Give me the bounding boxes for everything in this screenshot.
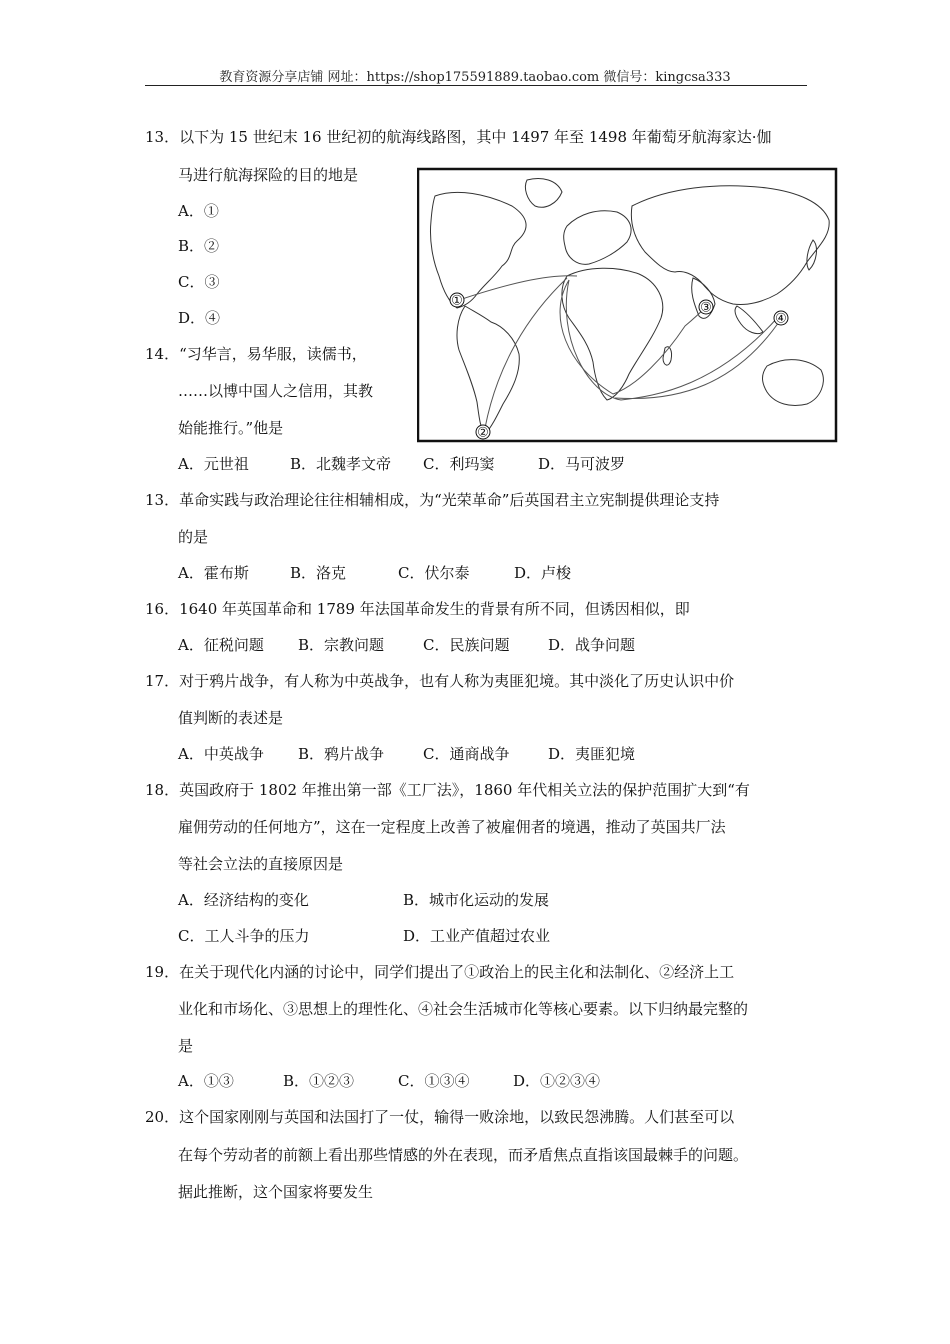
option-c[interactable]: C．利玛窦 [423,455,495,473]
option-c[interactable]: C．通商战争 [423,745,510,763]
question-number: 16． [145,600,180,618]
option-d[interactable]: D．工业产值超过农业 [403,927,551,945]
question-text-line: 马进行航海探险的目的地是 [178,166,359,184]
marker-2-label: ② [477,425,489,441]
question-number: 13． [145,128,180,146]
option-a[interactable]: A．①③ [178,1072,234,1090]
option-c[interactable]: C．伏尔泰 [398,564,470,582]
option-b[interactable]: B．鸦片战争 [298,745,385,763]
question-14 [145,345,810,363]
question-text-line: 在每个劳动者的前额上看出那些情感的外在表现，而矛盾焦点直指该国最棘手的问题。 [178,1146,749,1164]
question-text-line: 是 [178,1037,194,1055]
question-text-line: 革命实践与政治理论往往相辅相成，为“光荣革命”后英国君主立宪制提供理论支持 [179,491,720,509]
option-b[interactable]: B．洛克 [290,564,347,582]
question-20 [145,1108,810,1126]
question-text-line: “习华言，易华服，读儒书， [179,345,367,363]
question-number: 18． [145,781,180,799]
option-a[interactable]: A．① [178,202,219,220]
question-text-line: 1640 年英国革命和 1789 年法国革命发生的背景有所不同，但诱因相似，即 [179,600,690,618]
option-a[interactable]: A．元世祖 [178,455,249,473]
option-d[interactable]: D．④ [178,309,221,327]
question-text-line: 业化和市场化、③思想上的理性化、④社会生活城市化等核心要素。以下归纳最完整的 [178,1000,749,1018]
option-a[interactable]: A．征税问题 [178,636,264,654]
option-d[interactable]: D．马可波罗 [538,455,626,473]
question-text-line: 这个国家刚刚与英国和法国打了一仗，输得一败涂地，以致民怨沸腾。人们甚至可以 [179,1108,735,1126]
option-b[interactable]: B．宗教问题 [298,636,385,654]
question-text-line: 在关于现代化内涵的讨论中，同学们提出了①政治上的民主化和法制化、②经济上工 [179,963,735,981]
option-c[interactable]: C．工人斗争的压力 [178,927,310,945]
question-text-line: 等社会立法的直接原因是 [178,855,344,873]
marker-1-label: ① [451,293,463,309]
option-c[interactable]: C．民族问题 [423,636,510,654]
option-c[interactable]: C．①③④ [398,1072,470,1090]
option-d[interactable]: D．卢梭 [514,564,572,582]
question-text-line: 以下为 15 世纪末 16 世纪初的航海线路图，其中 1497 年至 1498 年葡萄牙航海家达·伽 [179,128,772,146]
question-number: 20． [145,1108,180,1126]
marker-3-label: ③ [700,300,712,316]
option-d[interactable]: D．夷匪犯境 [548,745,636,763]
option-d[interactable]: D．①②③④ [513,1072,601,1090]
option-d[interactable]: D．战争问题 [548,636,636,654]
question-text-line: 英国政府于 1802 年推出第一部《工厂法》，1860 年代相关立法的保护范围扩大到“有 [179,781,750,799]
option-a[interactable]: A．经济结构的变化 [178,891,309,909]
question-text-line: 据此推断，这个国家将要发生 [178,1183,374,1201]
option-b[interactable]: B．①②③ [283,1072,355,1090]
question-18 [145,781,810,799]
question-number: 19． [145,963,180,981]
question-text-line: 对于鸦片战争，有人称为中英战争，也有人称为夷匪犯境。其中淡化了历史认识中价 [179,672,735,690]
question-17 [145,672,810,690]
question-13b [145,491,810,509]
option-c[interactable]: C．③ [178,273,220,291]
option-b[interactable]: B．② [178,237,220,255]
header-rule [145,85,807,86]
option-b[interactable]: B．城市化运动的发展 [403,891,550,909]
question-text-line: 值判断的表述是 [178,709,284,727]
page-header: 教育资源分享店铺 网址：https://shop175591889.taobao.com 微信号：kingcsa333 [219,70,731,85]
question-16 [145,600,810,618]
question-13a [145,128,810,146]
option-a[interactable]: A．霍布斯 [178,564,249,582]
marker-4-label: ④ [775,311,787,327]
option-a[interactable]: A．中英战争 [178,745,264,763]
question-text-line: 始能推行。”他是 [178,419,284,437]
question-number: 14． [145,345,180,363]
question-text-line: 的是 [178,528,209,546]
question-number: 17． [145,672,180,690]
question-19 [145,963,810,981]
question-text-line: ……以博中国人之信用，其教 [178,382,374,400]
voyage-route-map [417,166,838,443]
question-text-line: 雇佣劳动的任何地方”，这在一定程度上改善了被雇佣者的境遇，推动了英国共厂法 [178,818,726,836]
option-b[interactable]: B．北魏孝文帝 [290,455,392,473]
question-number: 13． [145,491,180,509]
